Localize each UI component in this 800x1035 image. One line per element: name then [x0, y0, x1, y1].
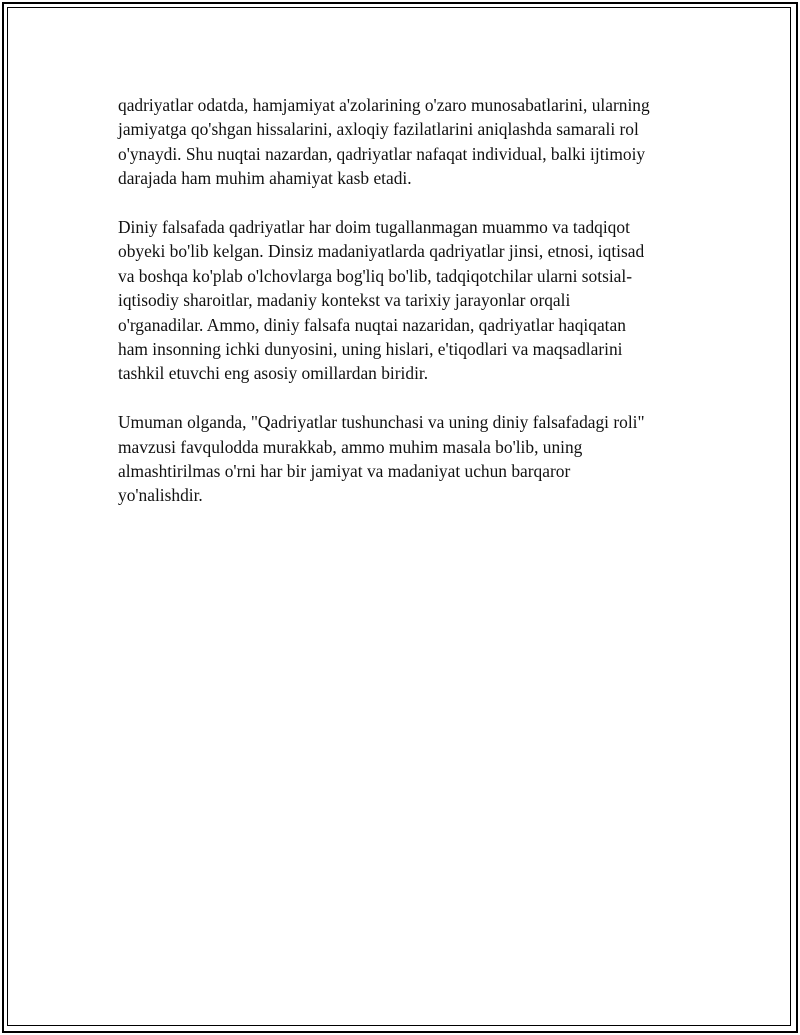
paragraph-3: Umuman olganda, "Qadriyatlar tushunchasi va uning diniy falsafadagi roli" mavzusi favqulodda murakkab, ammo muhim masala bo'lib, uning almashtirilmas o'rni har bir jamiyat va madaniyat uchun barqaror yo'nalishdir. [118, 412, 645, 506]
paragraph-2: Diniy falsafada qadriyatlar har doim tugallanmagan muammo va tadqiqot obyeki bo'lib kelgan. Dinsiz madaniyatlarda qadriyatlar jinsi, etnosi, iqtisad va boshqa ko'plab o'lchovlarga bog'liq bo'lib, tadqiqotchilar ularni sotsial- iqtisodiy sharoitlar, madaniy kontekst va tarixiy jarayonlar orqali o'rganadilar. Ammo, diniy falsafa nuqtai nazaridan, qadriyatlar haqiqatan ham insonning ichki dunyosini, uning hislari, e'tiqodlari va maqsadlarini tashkil etuvchi eng asosiy omillardan biridir. [118, 217, 645, 384]
paragraph-1: qadriyatlar odatda, hamjamiyat a'zolarining o'zaro munosabatlarini, ularning jamiyatga qo'shgan hissalarini, axloqiy fazilatlarini aniqlashda samarali rol o'ynaydi. Shu nuqtai nazardan, qadriyatlar nafaqat individual, balki ijtimoiy darajada ham muhim ahamiyat kasb etadi. [118, 95, 650, 189]
document-body [118, 93, 693, 532]
